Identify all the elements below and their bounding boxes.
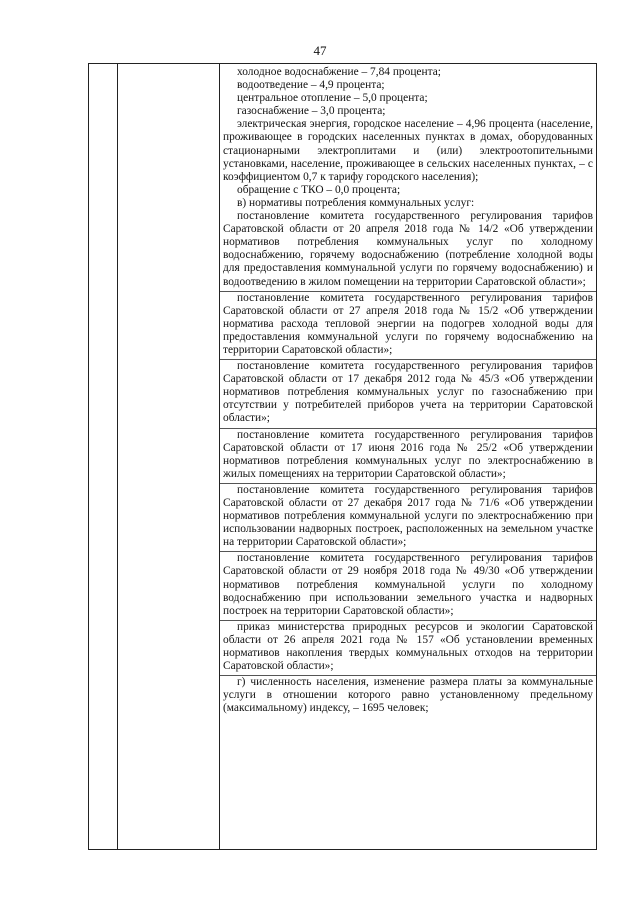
table-column-content	[220, 64, 596, 849]
paragraph: газоснабжение – 3,0 процента;	[237, 105, 386, 118]
table-column-name	[118, 64, 220, 849]
paragraph: постановление комитета государственного регулирования тарифов Саратовской области от 17 июня 2016 года № 25/2 «Об утверждении нормативов потребления коммунальных услуг по электроснабжению в жилых помещениях на территории Саратовской области»;	[223, 428, 593, 480]
paragraph: холодное водоснабжение – 7,84 процента;	[237, 66, 441, 78]
table-column-number	[89, 64, 118, 849]
paragraph: в) нормативы потребления коммунальных услуг:	[237, 196, 475, 209]
paragraph: приказ министерства природных ресурсов и экологии Саратовской области от 26 апреля 2021 года № 157 «Об установлении временных нормативов накопления твердых коммунальных отходов на территории Саратовской области»;	[223, 620, 593, 673]
paragraph: постановление комитета государственного регулирования тарифов Саратовской области от 20 апреля 2018 года № 14/2 «Об утверждении нормативов потребления коммунальных услуг по холодному водоснабжению, горячему водоснабжению (потребление холодной воды для предоставления коммунальной услуги по горячему водоснабжению) и водоотведению в жилом помещении на территории Саратовской области»;	[223, 210, 593, 288]
paragraph: электрическая энергия, городское население – 4,96 процента (население, проживающее в городских населенных пунктах в домах, оборудованных стационарными электроплитами и (или) электроотопительными установками, население, проживающее в сельских населенных пунктах, – с коэффициентом 0,7 к тарифу городского населения);	[223, 118, 593, 183]
document-table	[88, 63, 597, 850]
paragraph: постановление комитета государственного регулирования тарифов Саратовской области от 27 декабря 2017 года № 71/6 «Об утверждении нормативов потребления коммунальной услуги по электроснабжению при использовании надворных построек, расположенных на земельном участке на территории Саратовской области»;	[223, 483, 593, 549]
paragraph: водоотведение – 4,9 процента;	[237, 79, 385, 92]
page-number: 47	[313, 43, 327, 58]
paragraph: центральное отопление – 5,0 процента;	[237, 92, 428, 105]
paragraph: постановление комитета государственного регулирования тарифов Саратовской области от 17 декабря 2012 года № 45/3 «Об утверждении нормативов потребления коммунальных услуг по газоснабжению при отсутствии у потребителей приборов учета на территории Саратовской области»;	[223, 360, 593, 425]
paragraph: постановление комитета государственного регулирования тарифов Саратовской области от 27 апреля 2018 года № 15/2 «Об утверждении норматива расхода тепловой энергии на подогрев холодной воды для предоставления коммунальной услуги по горячему водоснабжению на территории Саратовской области»;	[223, 291, 593, 356]
paragraph: обращение с ТКО – 0,0 процента;	[237, 183, 401, 196]
paragraph: постановление комитета государственного регулирования тарифов Саратовской области от 29 ноября 2018 года № 49/30 «Об утверждении нормативов потребления коммунальной услуги по холодному водоснабжению при использовании земельного участка и надворных построек на территории Саратовской области»;	[223, 552, 593, 617]
paragraph: г) численность населения, изменение размера платы за коммунальные услуги в отношении которого равно установленному предельному (максимальному) индексу, – 1695 человек;	[223, 676, 593, 715]
